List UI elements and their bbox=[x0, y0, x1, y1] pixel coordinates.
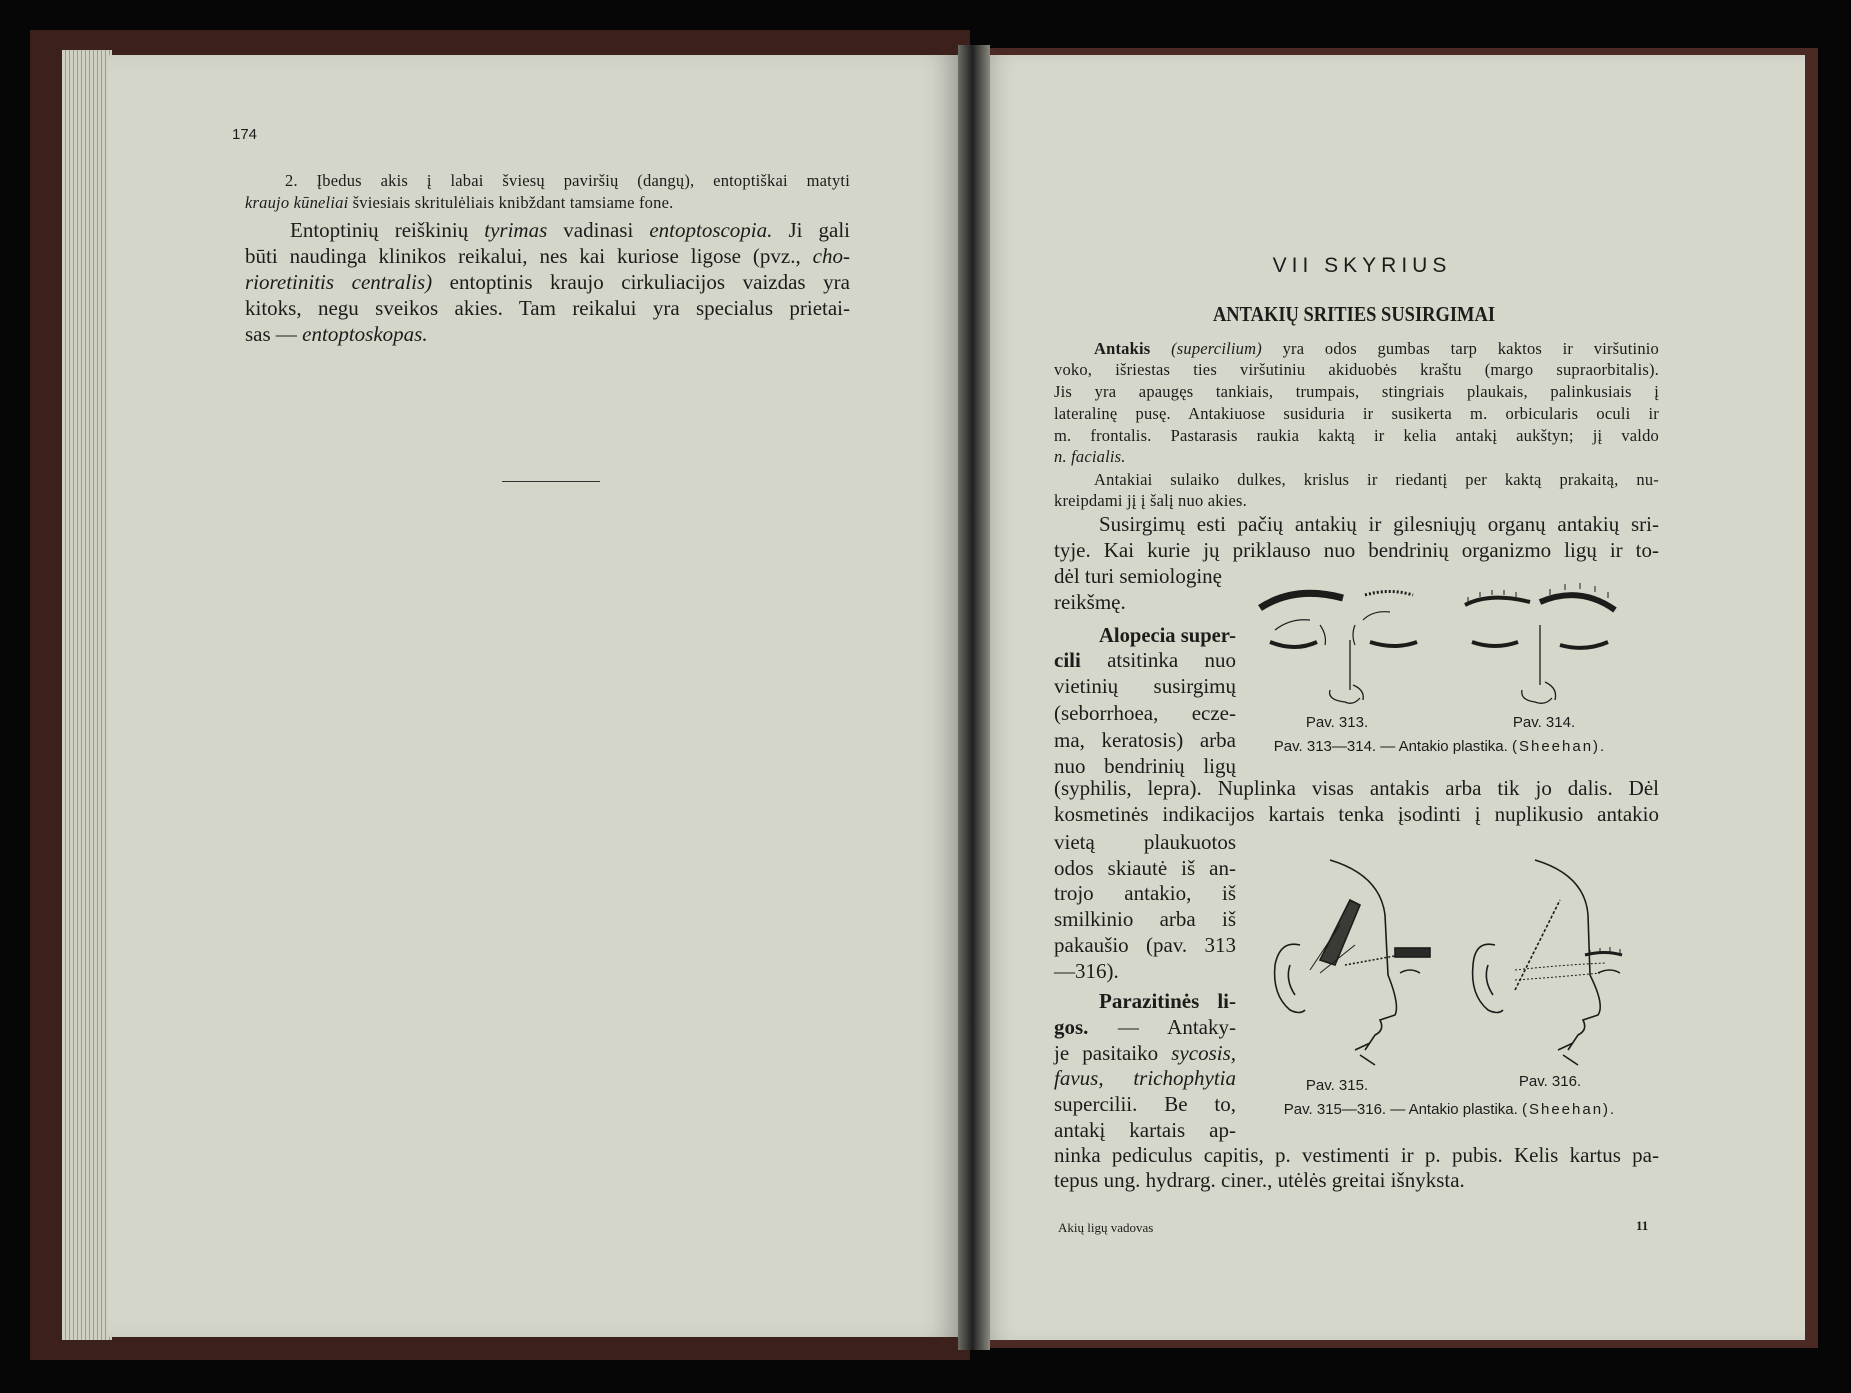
text-segment: odos skiautė iš an- bbox=[1054, 855, 1236, 880]
text-line bbox=[245, 270, 850, 295]
text-line bbox=[245, 244, 850, 269]
text-segment: Antakis bbox=[1094, 339, 1151, 358]
caption-author: (Sheehan). bbox=[1521, 1101, 1617, 1118]
text-line bbox=[1099, 989, 1236, 1014]
text-segment: Entoptinių reiškinių bbox=[290, 217, 485, 242]
figure-315-head-profile-illustration bbox=[1260, 855, 1440, 1070]
text-segment: entoptinis kraujo cirkuliacijos vaizdas yra bbox=[432, 269, 850, 294]
text-line bbox=[245, 296, 850, 321]
figure-315-316-caption bbox=[1284, 1101, 1616, 1118]
text-segment: (seborrhoea, ecze- bbox=[1054, 700, 1236, 725]
text-segment: (syphilis, lepra). Nuplinka visas antakis arba tik jo dalis. Dėl bbox=[1054, 775, 1659, 800]
text-line bbox=[1054, 674, 1236, 699]
text-line bbox=[1054, 590, 1126, 615]
text-segment: n. facialis. bbox=[1054, 447, 1126, 466]
text-line bbox=[1054, 856, 1236, 881]
text-segment: Antakiai sulaiko dulkes, krislus ir riedantį per kaktą prakaitą, nu- bbox=[1094, 470, 1659, 489]
text-segment: ma, keratosis) arba bbox=[1054, 727, 1236, 752]
text-segment: Ji gali bbox=[772, 217, 850, 242]
text-segment: antakį kartais ap- bbox=[1054, 1117, 1236, 1142]
text-line bbox=[1054, 933, 1236, 958]
text-segment bbox=[1150, 339, 1171, 358]
text-line bbox=[1054, 1015, 1236, 1040]
text-line bbox=[1054, 802, 1659, 827]
text-segment: (supercilium) bbox=[1171, 339, 1262, 358]
text-line bbox=[290, 218, 850, 243]
text-segment: —316). bbox=[1054, 958, 1119, 983]
text-line bbox=[1094, 470, 1659, 490]
text-line bbox=[1054, 776, 1659, 801]
text-segment: Susirgimų esti pačių antakių ir gilesniųjų organų antakių sri- bbox=[1099, 511, 1659, 536]
text-segment: cho- bbox=[812, 243, 850, 268]
text-line bbox=[1054, 959, 1119, 984]
text-line bbox=[1099, 623, 1236, 648]
text-line bbox=[1054, 404, 1659, 424]
text-segment: ninka pediculus capitis, p. vestimenti ir p. pubis. Kelis kartus pa- bbox=[1054, 1142, 1659, 1167]
text-line bbox=[1054, 701, 1236, 726]
text-line bbox=[1054, 426, 1659, 446]
text-segment: tyje. Kai kurie jų priklauso nuo bendrinių organizmo ligų ir to- bbox=[1054, 537, 1659, 562]
text-segment: — Antaky- bbox=[1088, 1014, 1236, 1039]
footer-signature: 11 bbox=[1636, 1218, 1649, 1233]
text-line bbox=[1094, 339, 1659, 359]
text-segment: nuo bendrinių ligų bbox=[1054, 753, 1236, 778]
text-line bbox=[1054, 1168, 1465, 1193]
text-line bbox=[1054, 1118, 1236, 1143]
text-segment: sycosis, bbox=[1171, 1040, 1236, 1065]
text-line bbox=[1054, 907, 1236, 932]
text-segment: cili bbox=[1054, 647, 1081, 672]
text-line bbox=[1054, 881, 1236, 906]
page-number: 174 bbox=[232, 126, 258, 143]
caption-text: Pav. 313—314. — Antakio plastika. bbox=[1273, 738, 1508, 755]
figure-313-eyebrows-illustration bbox=[1255, 580, 1455, 710]
page-edges bbox=[62, 50, 112, 1340]
text-segment: kitoks, negu sveikos akies. Tam reikalui yra specialus prietai- bbox=[245, 295, 850, 320]
text-line bbox=[1054, 382, 1659, 402]
text-line bbox=[245, 322, 428, 347]
figure-316-head-profile-illustration bbox=[1470, 855, 1650, 1070]
figure-316-label: Pav. 316. bbox=[1518, 1073, 1582, 1090]
text-line bbox=[1054, 1066, 1236, 1091]
figure-315-label: Pav. 315. bbox=[1305, 1077, 1369, 1094]
figure-314-eyebrows-illustration bbox=[1460, 580, 1660, 710]
text-segment: trojo antakio, iš bbox=[1054, 880, 1236, 905]
text-line bbox=[1054, 564, 1222, 589]
text-segment: m. frontalis. Pastarasis raukia kaktą ir kelia antakį aukštyn; jį valdo bbox=[1054, 426, 1659, 445]
text-segment: dėl turi semiologinę bbox=[1054, 563, 1222, 588]
text-segment: kosmetinės indikacijos kartais tenka įsodinti į nuplikusio antakio bbox=[1054, 801, 1659, 826]
book-spine bbox=[958, 45, 990, 1350]
text-segment: 2. Įbedus akis į labai šviesų paviršių (dangų), entoptiškai matyti bbox=[285, 171, 850, 190]
text-segment: pakaušio (pav. 313 bbox=[1054, 932, 1236, 957]
text-line bbox=[1054, 360, 1659, 380]
text-segment: yra odos gumbas tarp kaktos ir viršutinio bbox=[1261, 339, 1660, 358]
text-segment: tyrimas bbox=[484, 217, 548, 242]
text-segment: gos. bbox=[1054, 1014, 1089, 1039]
text-segment: tepus ung. hydrarg. ciner., utėlės greitai išnyksta. bbox=[1054, 1167, 1465, 1192]
text-segment: vietinių susirgimų bbox=[1054, 673, 1236, 698]
figure-313-314-caption bbox=[1274, 738, 1606, 755]
text-line bbox=[1054, 1041, 1236, 1066]
caption-author: (Sheehan). bbox=[1511, 738, 1607, 755]
text-segment: voko, išriestas ties viršutiniu akiduobės kraštu (margo supraorbitalis). bbox=[1054, 360, 1659, 379]
text-line bbox=[1054, 491, 1247, 511]
text-segment: kraujo kūneliai bbox=[245, 193, 349, 212]
figure-314-label: Pav. 314. bbox=[1512, 714, 1576, 731]
text-line bbox=[1054, 1143, 1659, 1168]
footer-book-title: Akių ligų vadovas bbox=[1058, 1220, 1154, 1235]
text-segment: favus, trichophytia bbox=[1054, 1065, 1236, 1090]
text-line bbox=[1054, 830, 1236, 855]
caption-text: Pav. 315—316. — Antakio plastika. bbox=[1283, 1101, 1518, 1118]
figure-313-label: Pav. 313. bbox=[1305, 714, 1369, 731]
text-segment: smilkinio arba iš bbox=[1054, 906, 1236, 931]
text-line bbox=[1099, 512, 1659, 537]
text-segment: supercilii. Be to, bbox=[1054, 1091, 1236, 1116]
chapter-title: ANTAKIŲ SRITIES SUSIRGIMAI bbox=[1212, 302, 1496, 326]
text-segment: vadinasi bbox=[547, 217, 650, 242]
text-segment: Jis yra apaugęs tankiais, trumpais, stingriais plaukais, palinkusiais į bbox=[1054, 382, 1659, 401]
text-segment: entoptoskopas. bbox=[302, 321, 428, 346]
text-segment: entoptoscopia. bbox=[649, 217, 773, 242]
text-segment: Parazitinės li- bbox=[1099, 988, 1236, 1013]
text-segment: reikšmę. bbox=[1054, 589, 1126, 614]
text-segment: je pasitaiko bbox=[1054, 1040, 1172, 1065]
text-segment: vietą plaukuotos bbox=[1054, 829, 1236, 854]
text-line bbox=[1054, 648, 1236, 673]
text-line bbox=[1054, 447, 1126, 467]
text-segment: rioretinitis centralis) bbox=[245, 269, 433, 294]
text-line bbox=[1054, 728, 1236, 753]
text-line bbox=[245, 193, 673, 213]
text-line bbox=[1054, 1092, 1236, 1117]
text-line bbox=[285, 171, 850, 191]
section-divider bbox=[502, 481, 600, 482]
text-segment: sas — bbox=[245, 321, 303, 346]
text-segment: atsitinka nuo bbox=[1080, 647, 1236, 672]
text-segment: kreipdami jį į šalį nuo akies. bbox=[1054, 491, 1247, 510]
text-segment: Alopecia super- bbox=[1099, 622, 1236, 647]
chapter-label: VII SKYRIUS bbox=[1272, 254, 1452, 277]
text-segment: būti naudinga klinikos reikalui, nes kai kuriose ligose (pvz., bbox=[245, 243, 813, 268]
text-segment: lateralinę pusę. Antakiuose susiduria ir susikerta m. orbicularis oculi ir bbox=[1054, 404, 1659, 423]
text-segment: šviesiais skritulėliais knibždant tamsiame fone. bbox=[348, 193, 674, 212]
text-line bbox=[1054, 538, 1659, 563]
